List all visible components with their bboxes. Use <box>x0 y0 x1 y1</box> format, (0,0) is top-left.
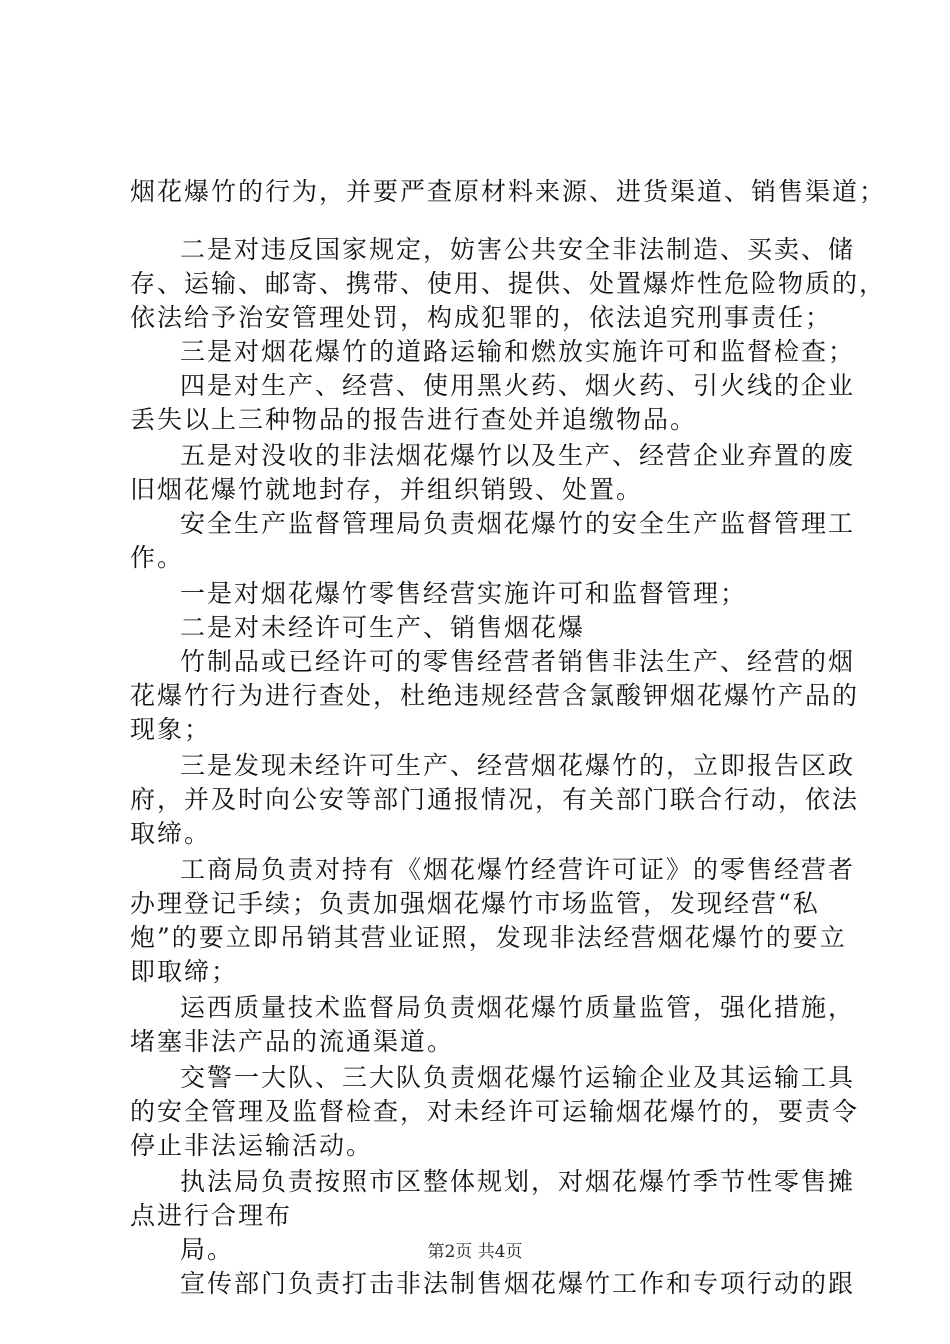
text-line: 交警一大队、三大队负责烟花爆竹运输企业及其运输工具 <box>180 1063 856 1092</box>
text-line: 宣传部门负责打击非法制售烟花爆竹工作和专项行动的跟 <box>180 1269 856 1298</box>
text-line: 堵塞非法产品的流通渠道。 <box>130 1027 455 1056</box>
text-line: 丢失以上三种物品的报告进行查处并追缴物品。 <box>130 405 698 434</box>
text-line: 竹制品或已经许可的零售经营者销售非法生产、经营的烟 <box>180 647 856 676</box>
text-line: 现象； <box>130 715 212 744</box>
page-number: 第2页 共4页 <box>427 1242 523 1262</box>
text-line: 四是对生产、经营、使用黑火药、烟火药、引火线的企业 <box>180 371 856 400</box>
text-line: 停止非法运输活动。 <box>130 1131 374 1160</box>
text-line: 的安全管理及监督检查，对未经许可运输烟花爆竹的，要责令 <box>130 1097 860 1126</box>
text-line: 点进行合理布 <box>130 1201 293 1230</box>
text-line: 花爆竹行为进行查处，杜绝违规经营含氯酸钾烟花爆竹产品的 <box>130 681 860 710</box>
text-line: 办理登记手续；负责加强烟花爆竹市场监管，发现经营“私 <box>130 889 820 918</box>
text-line: 取缔。 <box>130 819 212 848</box>
text-line: 五是对没收的非法烟花爆竹以及生产、经营企业弃置的废 <box>180 441 856 470</box>
text-line: 旧烟花爆竹就地封存，并组织销毁、处置。 <box>130 475 644 504</box>
text-line: 存、运输、邮寄、携带、使用、提供、处置爆炸性危险物质的， <box>130 269 887 298</box>
text-line: 二是对未经许可生产、销售烟花爆 <box>180 613 586 642</box>
text-line: 府，并及时向公安等部门通报情况，有关部门联合行动，依法 <box>130 785 860 814</box>
text-line: 执法局负责按照市区整体规划，对烟花爆竹季节性零售摊 <box>180 1167 856 1196</box>
text-line: 即取缔； <box>130 957 239 986</box>
text-line: 依法给予治安管理处罚，构成犯罪的，依法追究刑事责任； <box>130 303 833 332</box>
text-line: 运西质量技术监督局负责烟花爆竹质量监管，强化措施， <box>180 993 856 1022</box>
text-line: 局。 <box>180 1235 235 1264</box>
text-line: 安全生产监督管理局负责烟花爆竹的安全生产监督管理工 <box>180 509 856 538</box>
text-line: 炮”的要立即吊销其营业证照，发现非法经营烟花爆竹的要立 <box>130 923 847 952</box>
text-line: 作。 <box>130 543 185 572</box>
text-line: 三是发现未经许可生产、经营烟花爆竹的，立即报告区政 <box>180 751 856 780</box>
text-line: 烟花爆竹的行为，并要严查原材料来源、进货渠道、销售渠道； <box>130 177 887 206</box>
text-line: 一是对烟花爆竹零售经营实施许可和监督管理； <box>180 579 748 608</box>
text-line: 二是对违反国家规定，妨害公共安全非法制造、买卖、储 <box>180 235 856 264</box>
text-line: 工商局负责对持有《烟花爆竹经营许可证》的零售经营者 <box>180 855 856 884</box>
text-line: 三是对烟花爆竹的道路运输和燃放实施许可和监督检查； <box>180 337 856 366</box>
